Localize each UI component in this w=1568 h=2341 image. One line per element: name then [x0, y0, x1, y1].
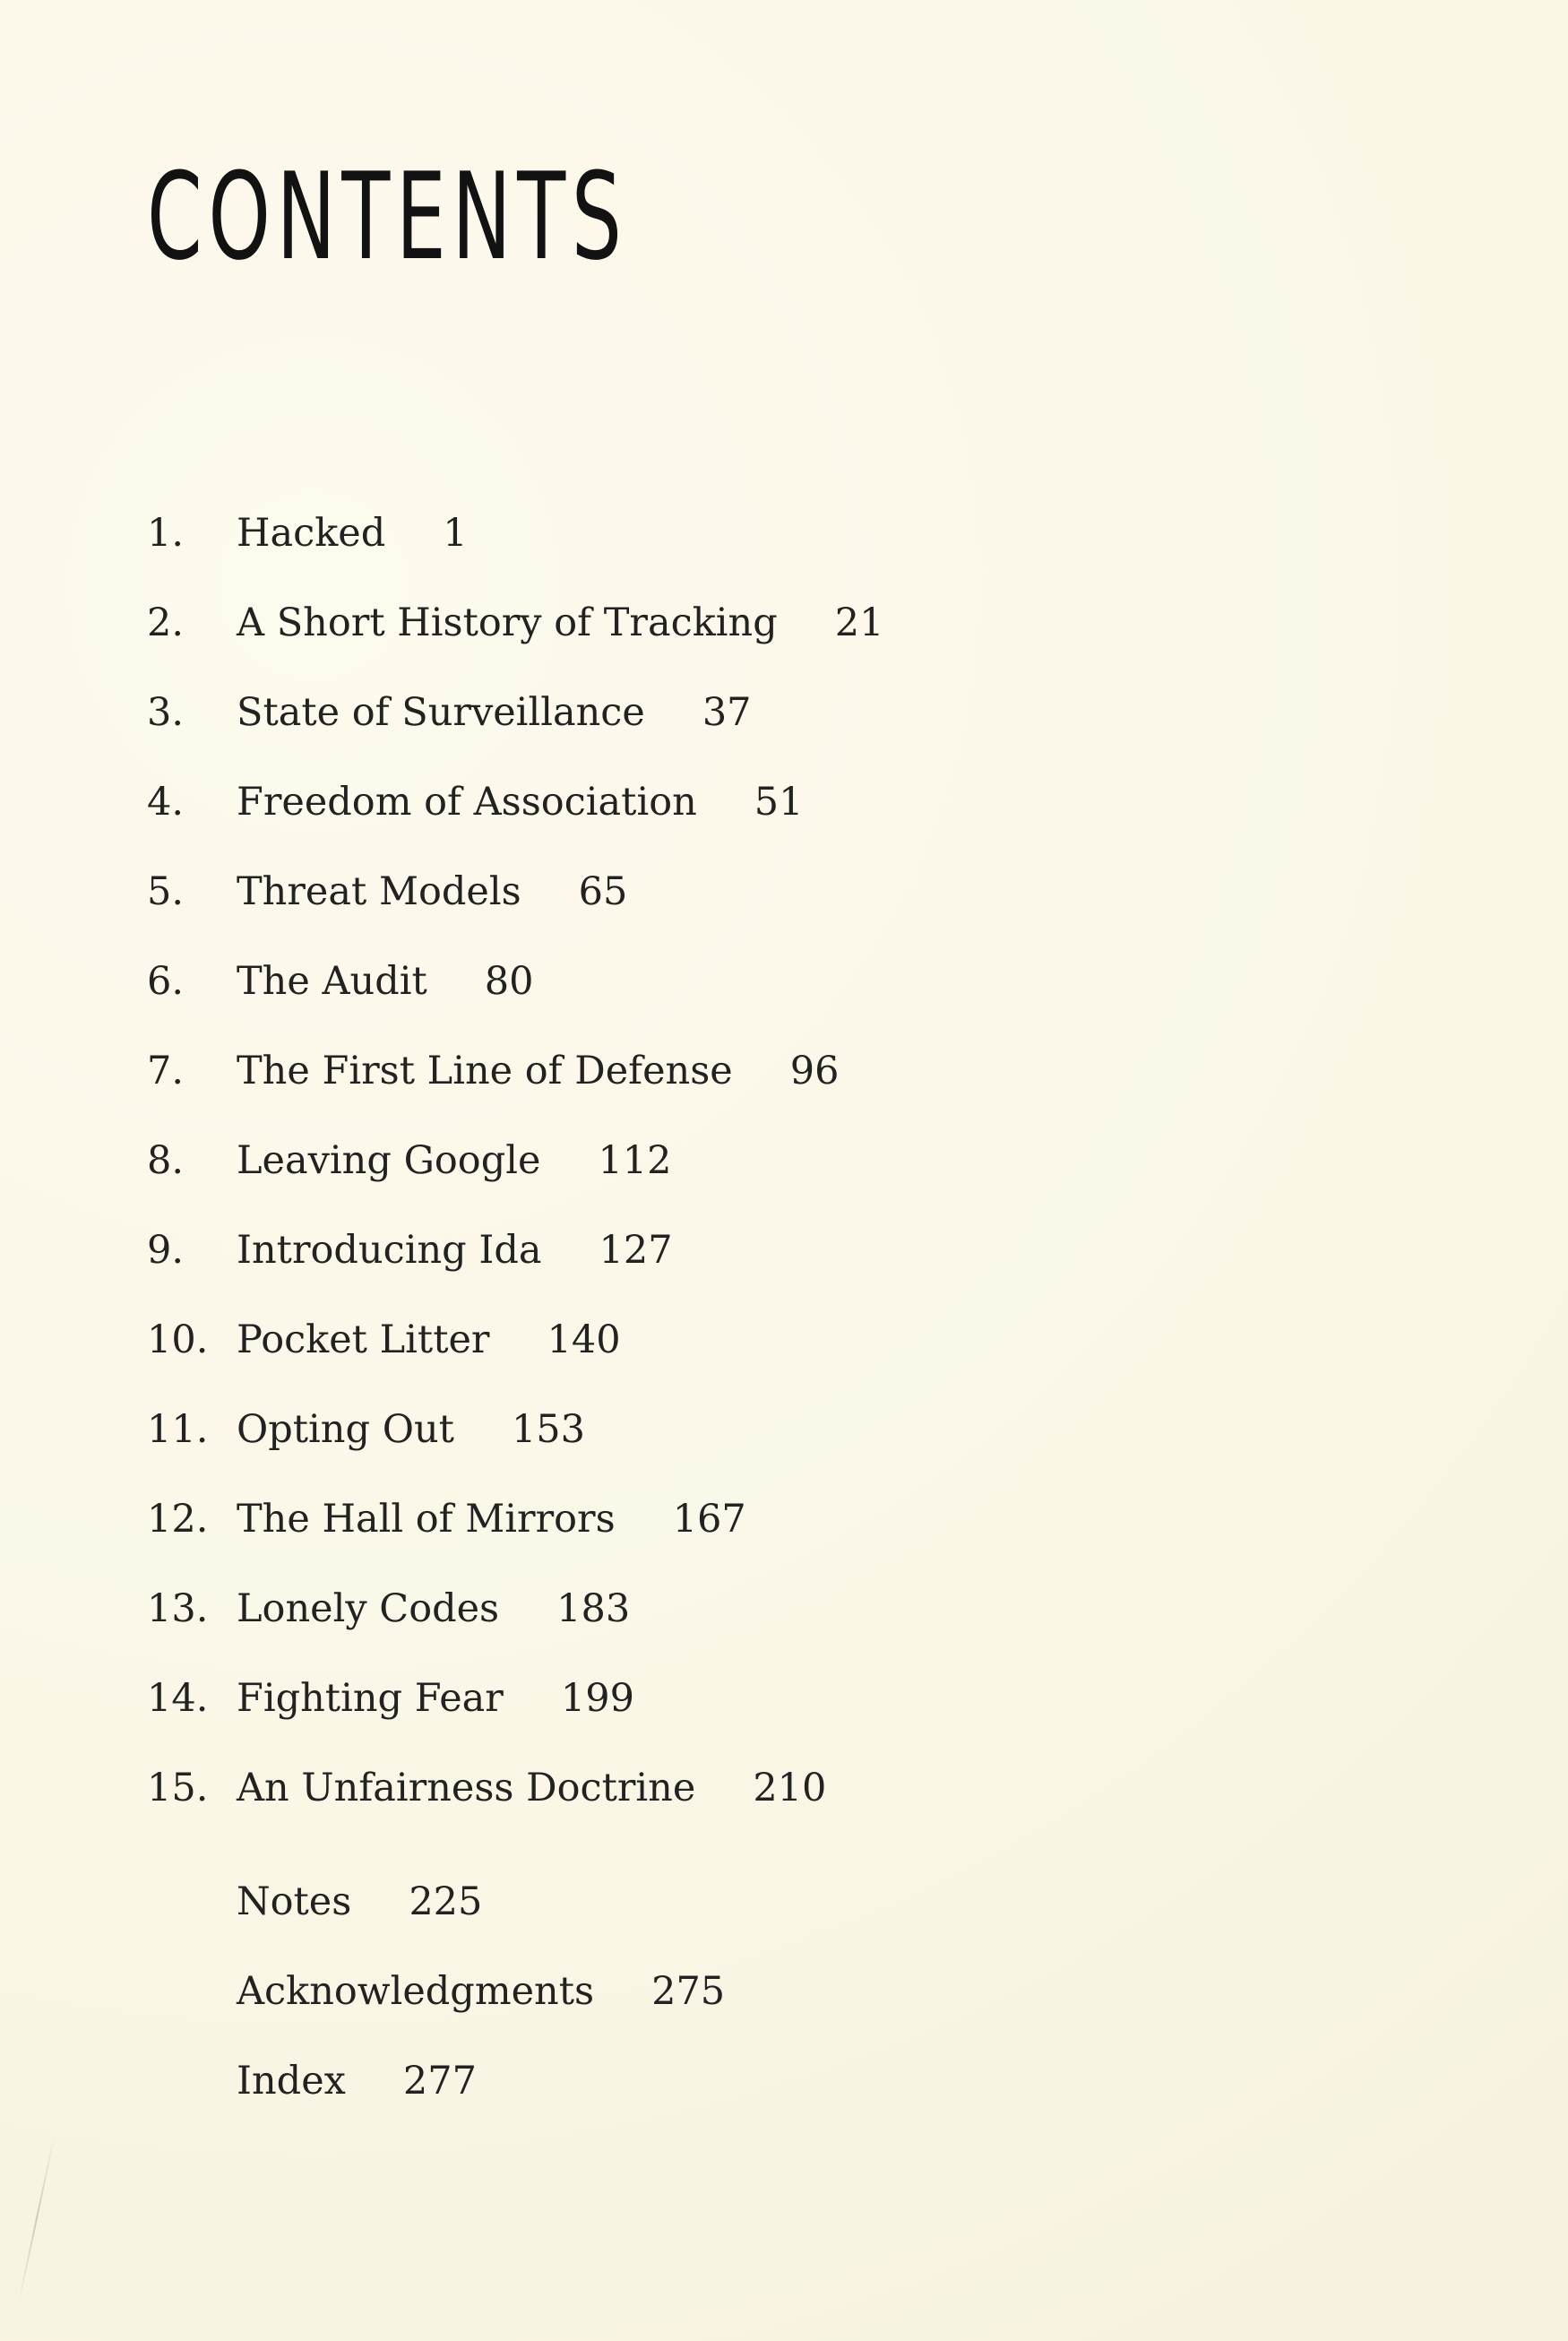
page-number: 51	[754, 780, 804, 825]
page-number: 37	[702, 690, 752, 735]
chapter-title: Pocket Litter	[237, 1317, 490, 1362]
toc-entry-4[interactable]	[147, 771, 804, 834]
chapter-title: Lonely Codes	[237, 1586, 500, 1631]
page-number: 21	[834, 600, 884, 645]
toc-entry-14[interactable]	[147, 1667, 634, 1730]
toc-entry-3[interactable]	[147, 681, 752, 744]
page-number: 167	[672, 1497, 746, 1542]
chapter-title: The Audit	[237, 959, 427, 1004]
page-number: 127	[599, 1228, 673, 1273]
page-number: 112	[598, 1138, 672, 1183]
paper-fold-mark	[18, 2135, 55, 2302]
toc-entry-8[interactable]	[147, 1129, 672, 1192]
toc-entry-5[interactable]	[147, 860, 627, 923]
chapter-number: 15.	[147, 1766, 209, 1810]
page-number: 96	[789, 1049, 840, 1093]
toc-entry-12[interactable]	[147, 1488, 746, 1551]
chapter-title: State of Surveillance	[237, 690, 645, 735]
chapter-title: Introducing Ida	[237, 1228, 542, 1273]
toc-entry-9[interactable]	[147, 1219, 673, 1282]
page-number: 80	[484, 959, 534, 1004]
chapter-title: An Unfairness Doctrine	[237, 1766, 696, 1810]
chapter-number: 3.	[147, 690, 185, 735]
chapter-title: Freedom of Association	[237, 780, 697, 825]
page-number: 1	[443, 511, 468, 556]
toc-entry-2[interactable]	[147, 592, 883, 654]
chapter-number: 4.	[147, 780, 185, 825]
back-matter-title: Notes	[237, 1879, 352, 1924]
chapter-number: 14.	[147, 1676, 209, 1721]
page-number: 183	[556, 1586, 631, 1631]
chapter-number: 7.	[147, 1049, 185, 1093]
page-title: CONTENTS	[147, 147, 628, 287]
chapter-number: 13.	[147, 1586, 209, 1631]
toc-entry-15[interactable]	[147, 1757, 826, 1819]
chapter-number: 10.	[147, 1317, 209, 1362]
toc-entry-1[interactable]	[147, 502, 468, 565]
page-number: 210	[753, 1766, 827, 1810]
page-number: 140	[547, 1317, 621, 1362]
page-number: 275	[651, 1969, 726, 2014]
toc-entry-11[interactable]	[147, 1398, 585, 1461]
chapter-number: 12.	[147, 1497, 209, 1542]
chapter-number: 9.	[147, 1228, 185, 1273]
chapter-number: 2.	[147, 600, 185, 645]
toc-entry-10[interactable]	[147, 1309, 621, 1371]
toc-entry-acknowledgments[interactable]	[237, 1960, 725, 2023]
toc-entry-index[interactable]	[237, 2050, 477, 2112]
chapter-number: 11.	[147, 1407, 209, 1452]
chapter-title: Threat Models	[237, 869, 521, 914]
toc-entry-7[interactable]	[147, 1040, 839, 1102]
chapter-title: Opting Out	[237, 1407, 454, 1452]
chapter-number: 5.	[147, 869, 185, 914]
chapter-number: 6.	[147, 959, 185, 1004]
toc-entry-13[interactable]	[147, 1577, 630, 1640]
chapter-number: 8.	[147, 1138, 185, 1183]
page-number: 65	[578, 869, 628, 914]
chapter-title: Fighting Fear	[237, 1676, 504, 1721]
page-number: 225	[409, 1879, 483, 1924]
chapter-title: A Short History of Tracking	[237, 600, 778, 645]
back-matter-title: Acknowledgments	[237, 1969, 595, 2014]
toc-entry-6[interactable]	[147, 950, 534, 1013]
chapter-title: The Hall of Mirrors	[237, 1497, 616, 1542]
page-number: 153	[511, 1407, 586, 1452]
page-number: 199	[560, 1676, 634, 1721]
chapter-title: Leaving Google	[237, 1138, 541, 1183]
chapter-title: The First Line of Defense	[237, 1049, 733, 1093]
toc-entry-notes[interactable]	[237, 1870, 482, 1933]
chapter-title: Hacked	[237, 511, 386, 556]
chapter-number: 1.	[147, 511, 185, 556]
back-matter-title: Index	[237, 2059, 346, 2103]
page-number: 277	[402, 2059, 477, 2103]
